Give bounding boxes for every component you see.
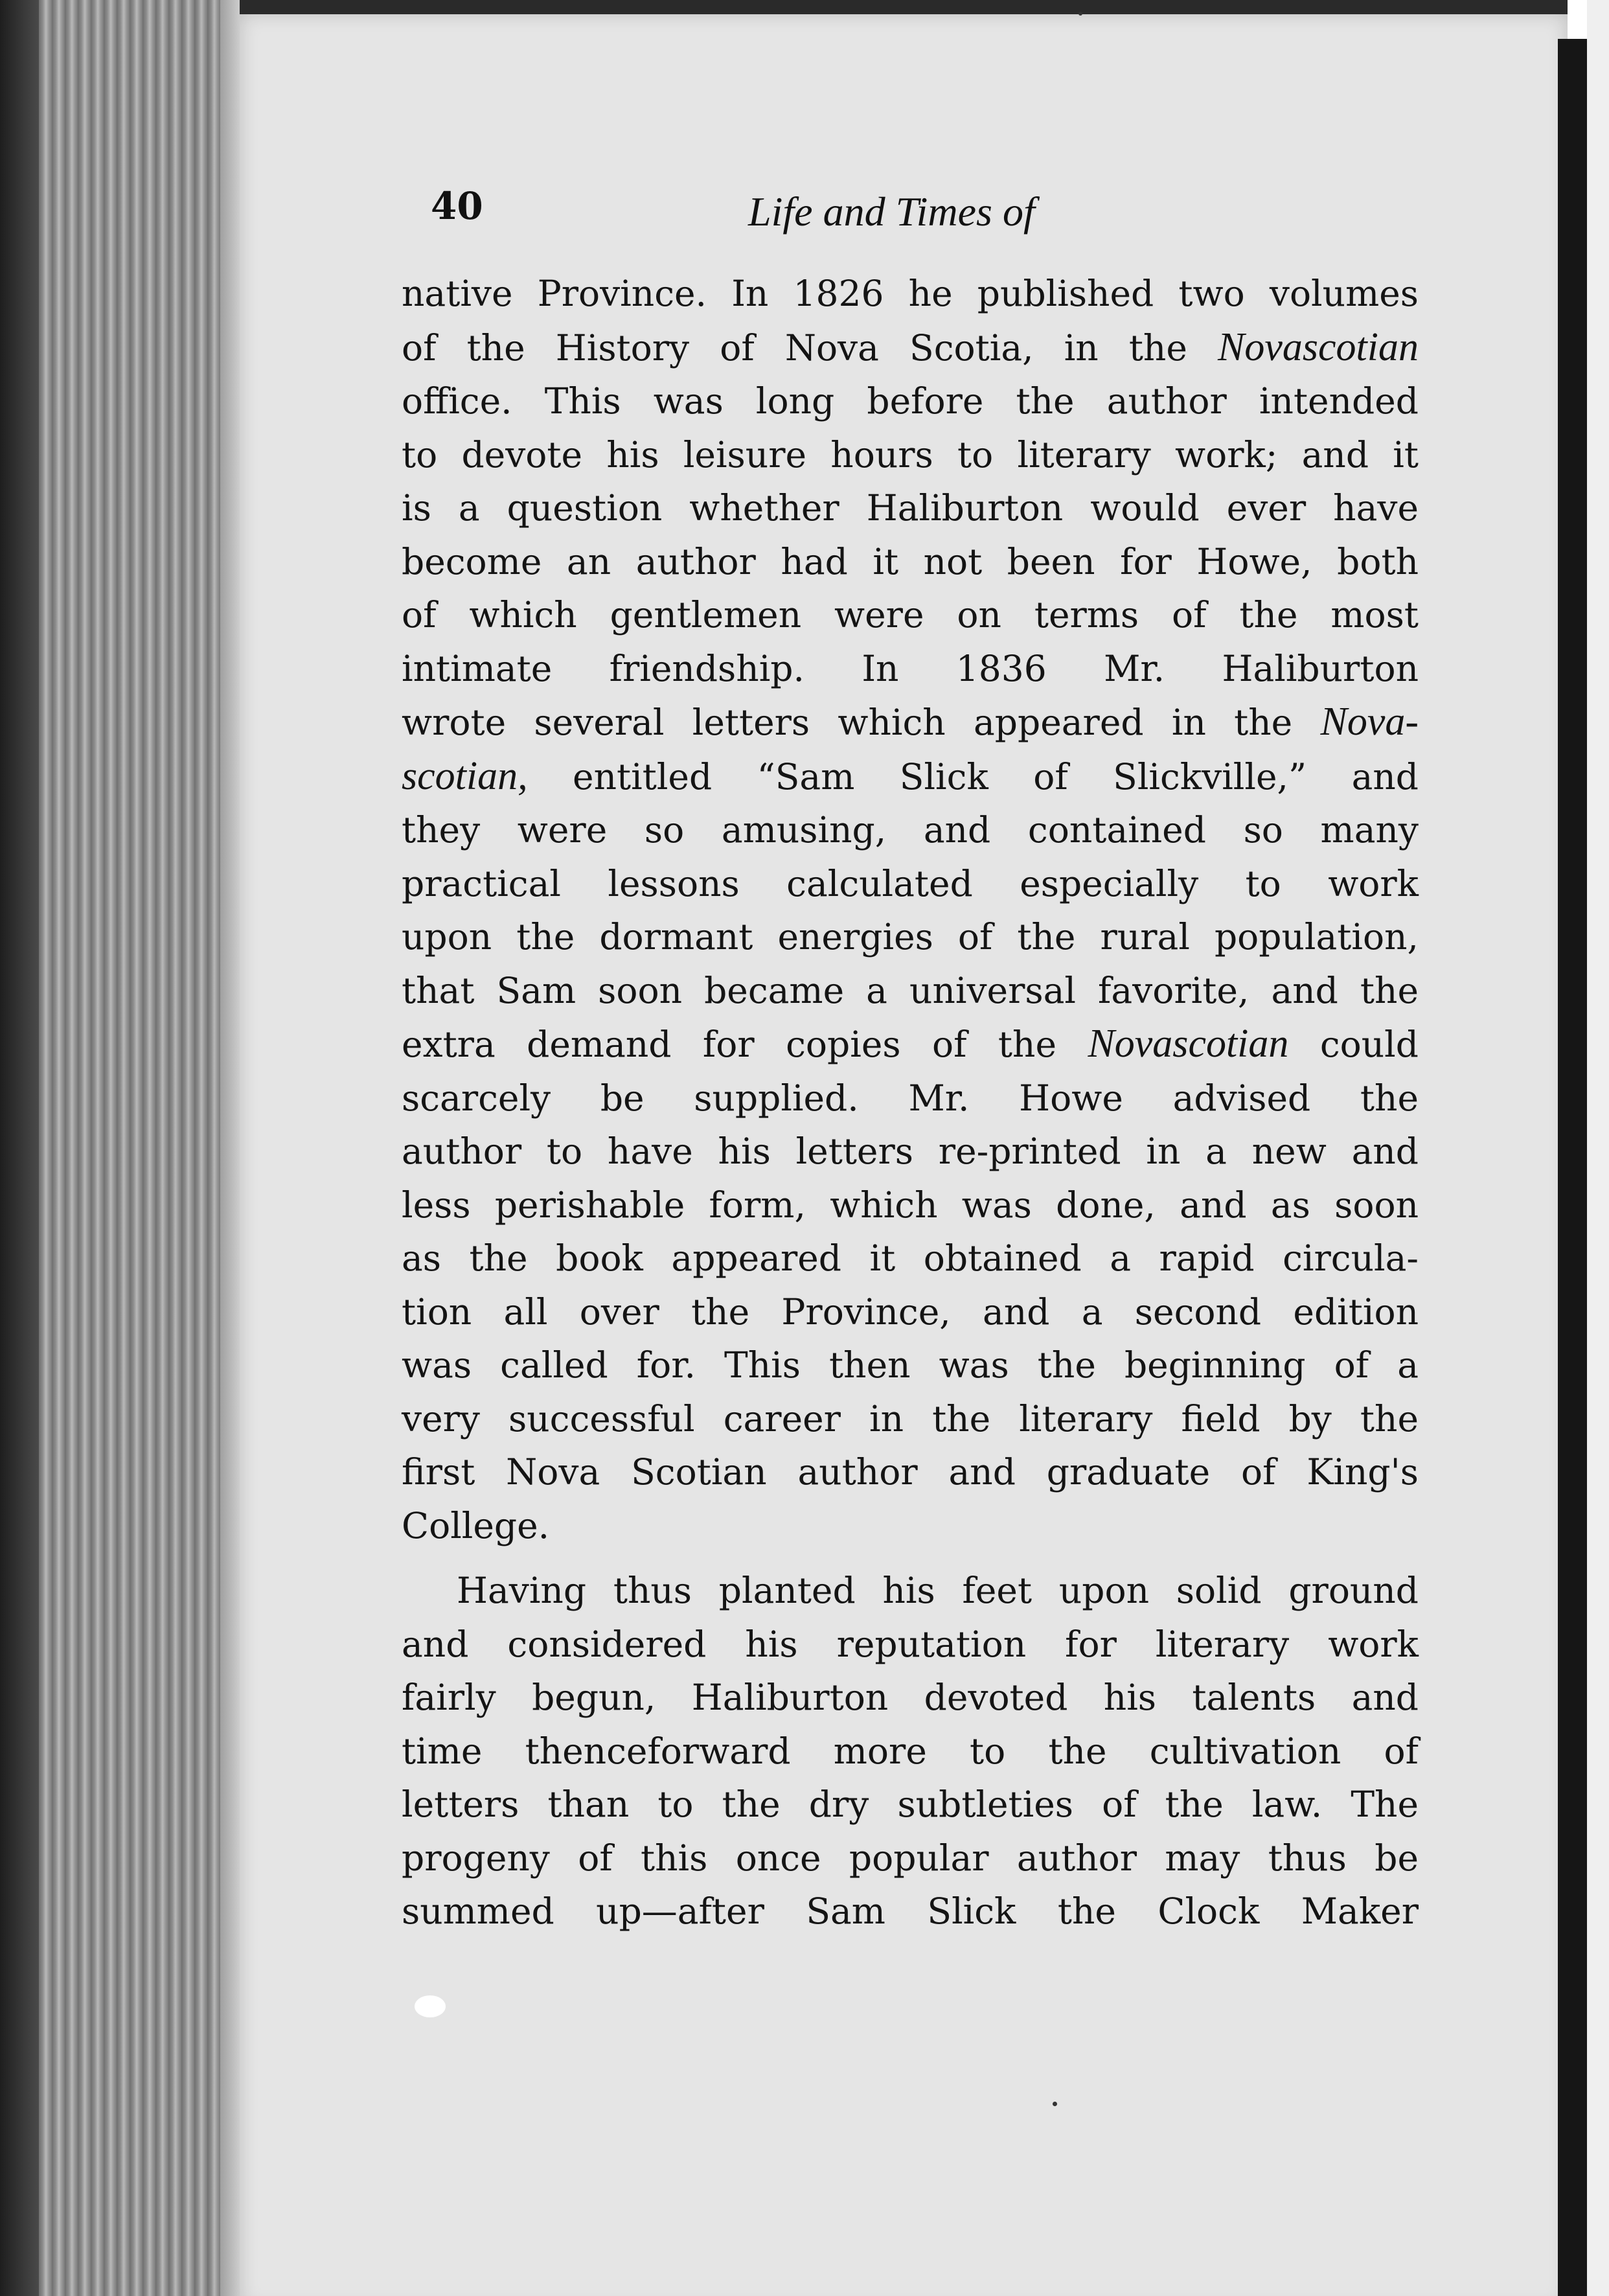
text-line bbox=[402, 1017, 1419, 1072]
paper-dot bbox=[1053, 2102, 1057, 2106]
text-line bbox=[402, 1232, 1419, 1285]
text-line bbox=[402, 857, 1419, 911]
text-line bbox=[402, 642, 1419, 696]
text-line bbox=[402, 267, 1419, 321]
text-run: extra demand for copies of the bbox=[402, 1024, 1088, 1065]
page-top-edge bbox=[240, 0, 1568, 14]
paper-speck bbox=[415, 1995, 446, 2017]
text-line bbox=[402, 588, 1419, 642]
text-run: of the History of Nova Scotia, in the bbox=[402, 327, 1218, 369]
text-line bbox=[402, 803, 1419, 857]
page-number: 40 bbox=[431, 184, 483, 228]
text-line bbox=[402, 1338, 1419, 1392]
text-run: to devote his leisure hours to literary work; and it bbox=[402, 433, 1419, 476]
text-run: become an author had it not been for Howe, both bbox=[402, 540, 1419, 582]
italic-text: Nova- bbox=[1320, 700, 1419, 744]
right-dark-border bbox=[1558, 39, 1587, 2296]
page-header bbox=[431, 168, 1402, 240]
text-run: author to have his letters re-printed in a new and bbox=[402, 1131, 1419, 1172]
book-spine-shadow bbox=[0, 0, 39, 2296]
text-line bbox=[402, 535, 1419, 589]
text-line bbox=[402, 1072, 1419, 1125]
text-line bbox=[402, 695, 1419, 750]
text-run: could bbox=[1288, 1024, 1419, 1065]
text-run: summed up—after Sam Slick the Clock Maker bbox=[402, 1890, 1419, 1932]
text-run: entitled “Sam Slick of Slickville,” and bbox=[527, 755, 1419, 798]
italic-text: Novascotian bbox=[1088, 1022, 1289, 1066]
text-run: time thenceforward more to the cultivation of bbox=[402, 1730, 1419, 1772]
text-line bbox=[402, 1499, 1419, 1553]
text-run: and considered his reputation for literary work bbox=[402, 1623, 1419, 1665]
text-line bbox=[402, 910, 1419, 964]
paper-dot bbox=[1078, 12, 1082, 16]
text-line bbox=[402, 1125, 1419, 1178]
stacked-page-edges bbox=[39, 0, 233, 2296]
text-run: upon the dormant energies of the rural population, bbox=[402, 916, 1419, 958]
paragraph-gap bbox=[402, 1552, 1419, 1564]
text-line bbox=[402, 1725, 1419, 1778]
text-run: as the book appeared it obtained a rapid circula- bbox=[402, 1237, 1419, 1279]
text-line bbox=[402, 1564, 1419, 1618]
text-run: wrote several letters which appeared in the bbox=[402, 702, 1321, 743]
text-line bbox=[402, 428, 1419, 482]
text-line bbox=[402, 321, 1419, 375]
text-line bbox=[402, 1885, 1419, 1938]
text-line bbox=[402, 374, 1419, 428]
text-line bbox=[402, 1831, 1419, 1885]
text-run: scarcely be supplied. Mr. Howe advised the bbox=[402, 1077, 1419, 1119]
text-run: very successful career in the literary field by the bbox=[402, 1397, 1419, 1440]
text-run: of which gentlemen were on terms of the most bbox=[402, 594, 1419, 636]
text-run: native Province. In 1826 he published two volumes bbox=[402, 273, 1419, 314]
text-line bbox=[402, 1178, 1419, 1232]
text-run: is a question whether Haliburton would ever have bbox=[402, 487, 1419, 529]
text-run: College. bbox=[402, 1504, 550, 1546]
text-line bbox=[402, 1618, 1419, 1671]
italic-text: Novascotian bbox=[1218, 325, 1419, 369]
text-run: intimate friendship. In 1836 Mr. Haliburton bbox=[402, 647, 1419, 689]
text-run: that Sam soon became a universal favorite, and the bbox=[402, 969, 1419, 1011]
text-line bbox=[402, 1671, 1419, 1725]
text-run: letters than to the dry subtleties of the law. The bbox=[402, 1784, 1419, 1825]
text-line bbox=[402, 1285, 1419, 1339]
body-text bbox=[402, 267, 1419, 1938]
next-page-sliver bbox=[1587, 0, 1609, 2296]
text-run: tion all over the Province, and a second edition bbox=[402, 1291, 1419, 1333]
text-run: first Nova Scotian author and graduate of King's bbox=[402, 1451, 1419, 1493]
text-line bbox=[402, 481, 1419, 535]
text-line bbox=[402, 964, 1419, 1018]
text-line bbox=[402, 1445, 1419, 1499]
text-line bbox=[402, 1392, 1419, 1446]
text-run: less perishable form, which was done, and as soon bbox=[402, 1184, 1419, 1226]
text-run: was called for. This then was the beginning of a bbox=[402, 1344, 1419, 1386]
text-run: practical lessons calculated especially to work bbox=[402, 862, 1419, 904]
text-line bbox=[402, 750, 1419, 804]
italic-text: scotian, bbox=[402, 753, 528, 798]
text-run: fairly begun, Haliburton devoted his talents and bbox=[402, 1677, 1419, 1718]
running-head: Life and Times of bbox=[748, 189, 1035, 235]
text-line bbox=[402, 1778, 1419, 1831]
text-run: Having thus planted his feet upon solid ground bbox=[457, 1570, 1419, 1611]
text-run: progeny of this once popular author may thus be bbox=[402, 1837, 1419, 1879]
text-run: office. This was long before the author intended bbox=[402, 380, 1419, 422]
text-run: they were so amusing, and contained so many bbox=[402, 809, 1419, 851]
